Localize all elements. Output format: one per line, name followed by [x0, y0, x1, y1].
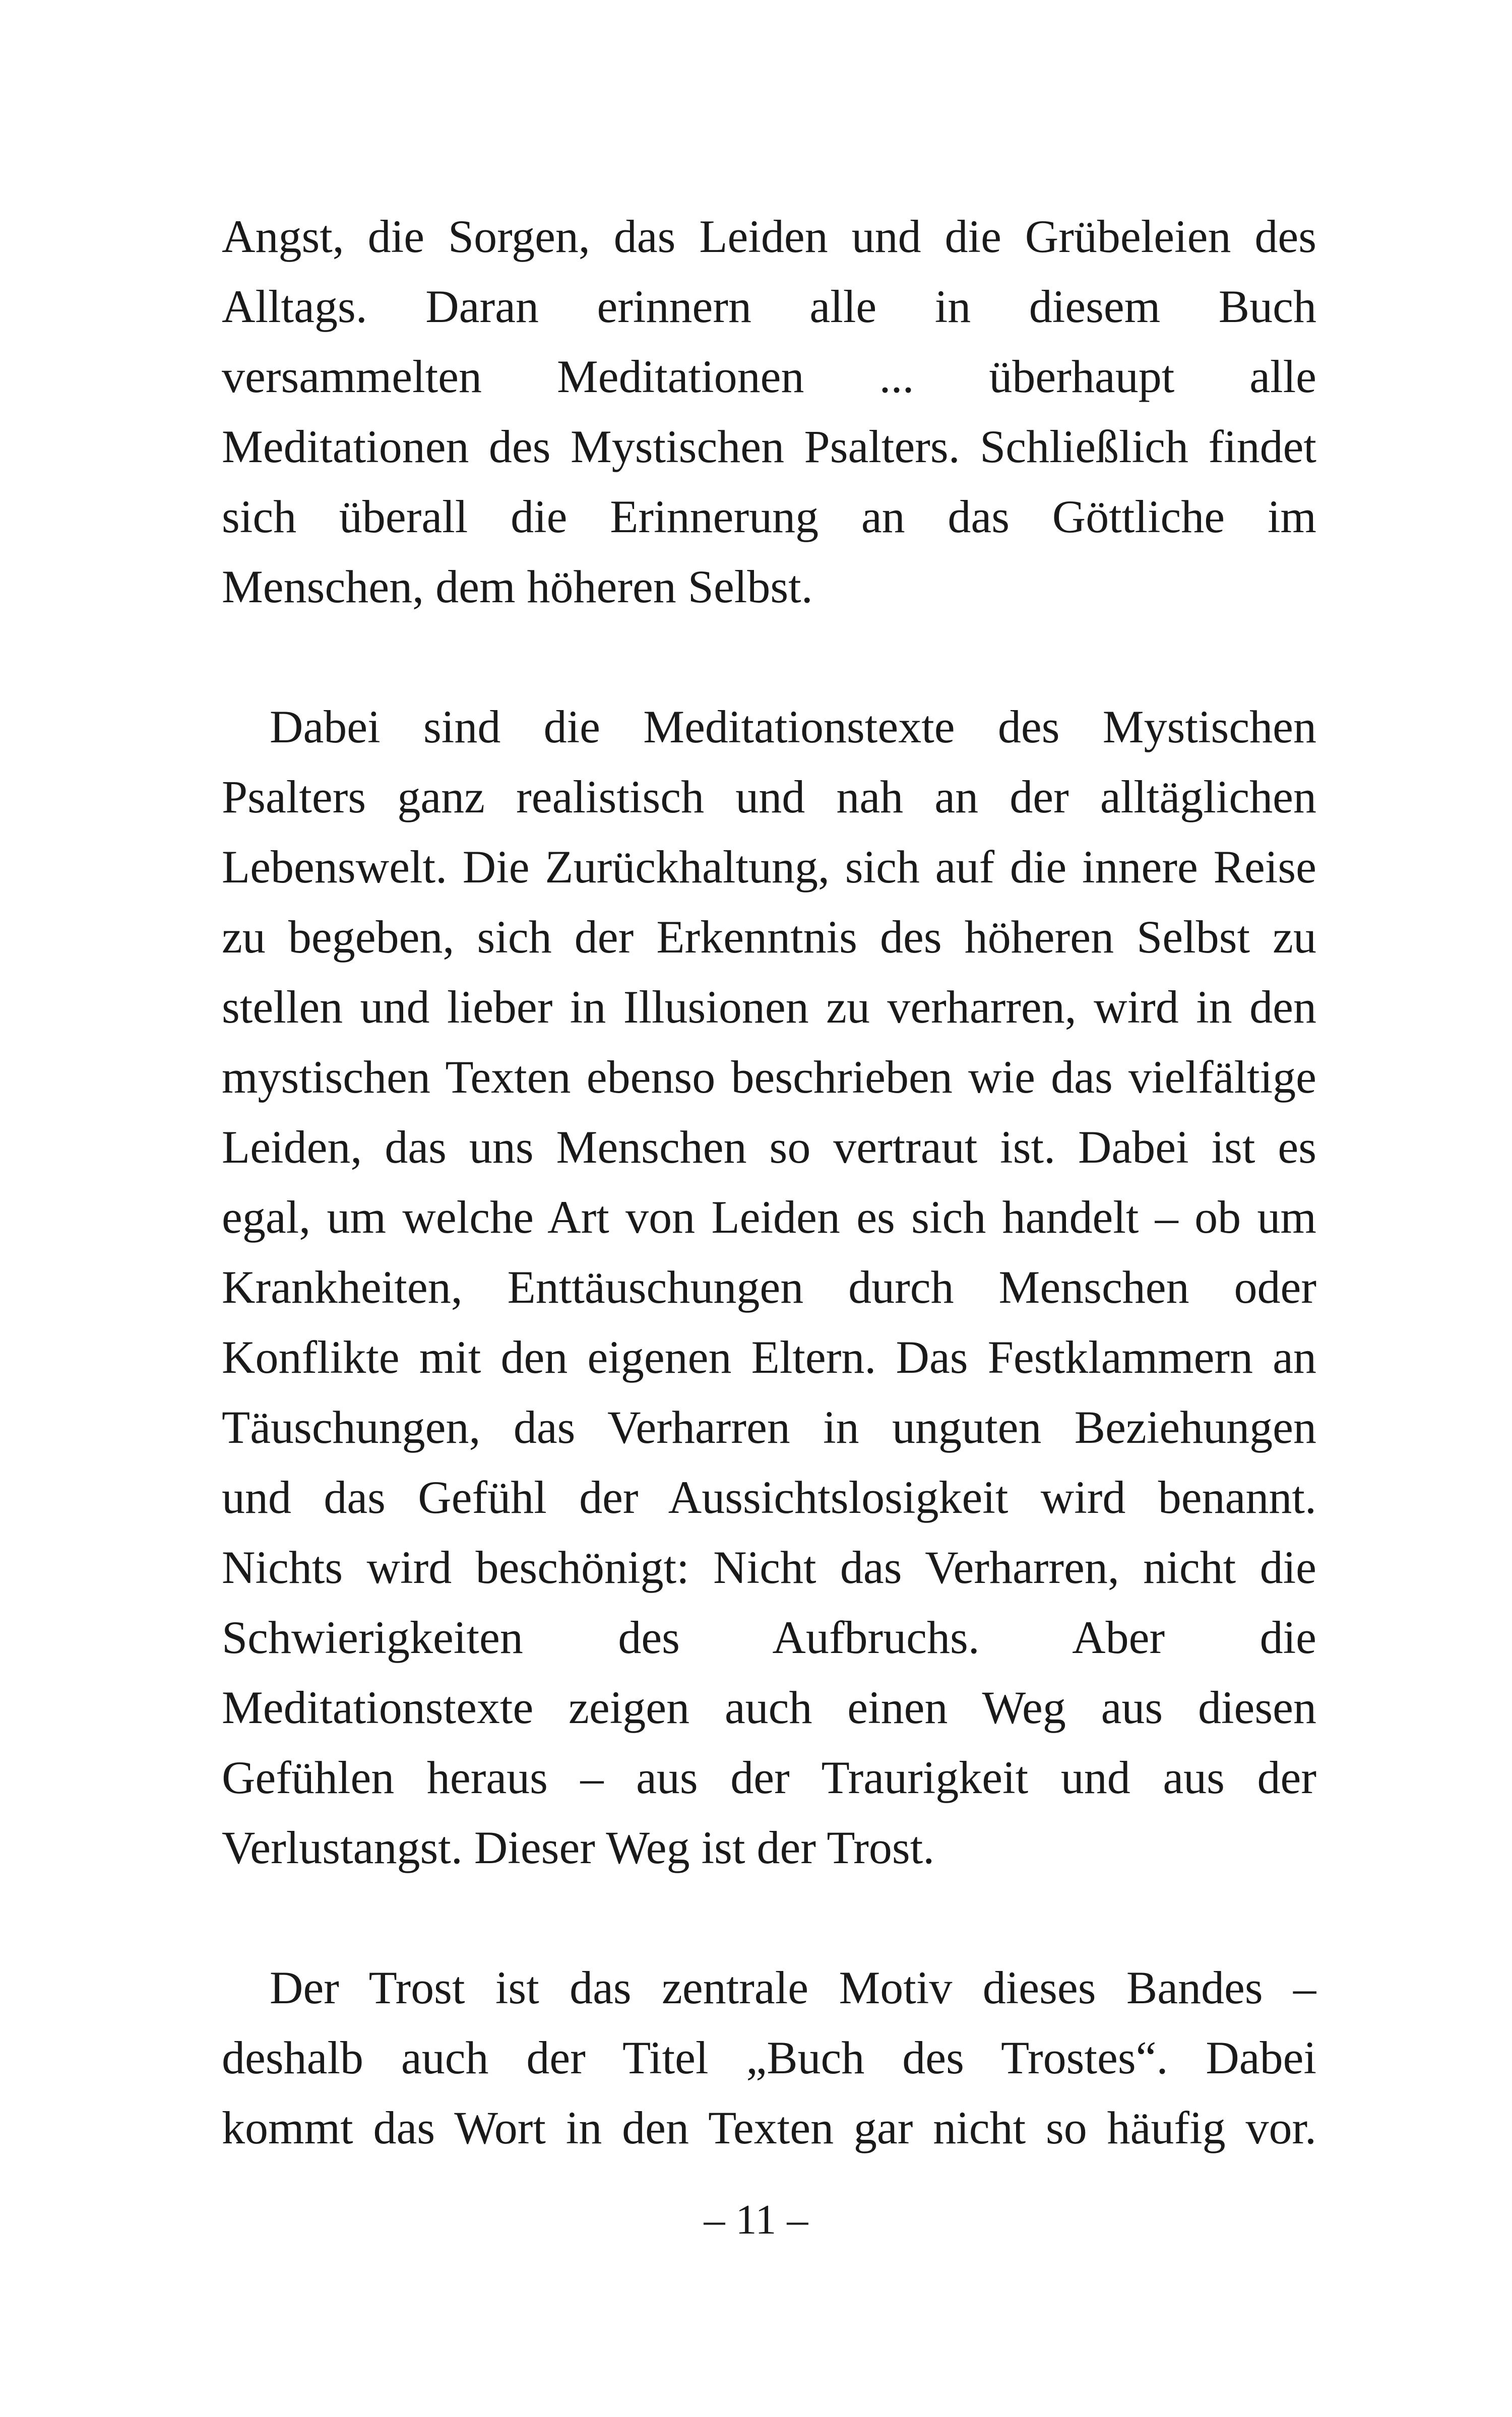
text-line: Krankheiten, Enttäuschungen durch Menschen oder: [222, 1261, 1316, 1313]
text-line: und das Gefühl der Aussichtslosigkeit wird benannt.: [222, 1472, 1316, 1523]
text-line: stellen und lieber in Illusionen zu verharren, wird in den: [222, 981, 1316, 1033]
text-line: Gefühlen heraus – aus der Traurigkeit und aus der: [222, 1752, 1316, 1803]
paragraph-spacer: [222, 622, 1316, 692]
paragraph-spacer: [222, 1883, 1316, 1953]
text-line: mystischen Texten ebenso beschrieben wie das vielfältige: [222, 1051, 1316, 1103]
text-line: Verlustangst. Dieser Weg ist der Trost.: [222, 1822, 935, 1873]
text-line: Schwierigkeiten des Aufbruchs. Aber die: [222, 1612, 1316, 1663]
paragraph-3: [222, 1953, 1316, 2163]
text-line: Der Trost ist das zentrale Motiv dieses Bandes –: [270, 1962, 1316, 2013]
text-line: Menschen, dem höheren Selbst.: [222, 561, 813, 612]
text-line: Meditationen des Mystischen Psalters. Schließlich findet: [222, 421, 1316, 472]
text-line: kommt das Wort in den Texten gar nicht so häufig vor.: [222, 2102, 1316, 2153]
body-text: [222, 202, 1316, 2163]
text-line: deshalb auch der Titel „Buch des Trostes“. Dabei: [222, 2032, 1316, 2083]
text-line: Psalters ganz realistisch und nah an der alltäglichen: [222, 771, 1316, 822]
text-line: Nichts wird beschönigt: Nicht das Verharren, nicht die: [222, 1542, 1316, 1593]
text-line: Dabei sind die Meditationstexte des Mystischen: [270, 701, 1316, 752]
text-line: Lebenswelt. Die Zurückhaltung, sich auf die innere Reise: [222, 841, 1316, 893]
text-line: egal, um welche Art von Leiden es sich handelt – ob um: [222, 1191, 1316, 1243]
paragraph-1: [222, 202, 1316, 622]
text-line: Täuschungen, das Verharren in unguten Beziehungen: [222, 1402, 1316, 1453]
text-line: Angst, die Sorgen, das Leiden und die Grübeleien des: [222, 211, 1316, 262]
text-line: sich überall die Erinnerung an das Göttliche im: [222, 491, 1316, 542]
text-line: Alltags. Daran erinnern alle in diesem Buch: [222, 281, 1316, 332]
text-line: Konflikte mit den eigenen Eltern. Das Festklammern an: [222, 1331, 1316, 1383]
text-line: Leiden, das uns Menschen so vertraut ist. Dabei ist es: [222, 1121, 1316, 1173]
text-line: versammelten Meditationen ... überhaupt alle: [222, 351, 1316, 402]
page-number: – 11 –: [704, 2196, 808, 2243]
paragraph-2: [222, 692, 1316, 1883]
text-line: Meditationstexte zeigen auch einen Weg aus diesen: [222, 1682, 1316, 1733]
text-line: zu begeben, sich der Erkenntnis des höheren Selbst zu: [222, 911, 1316, 963]
